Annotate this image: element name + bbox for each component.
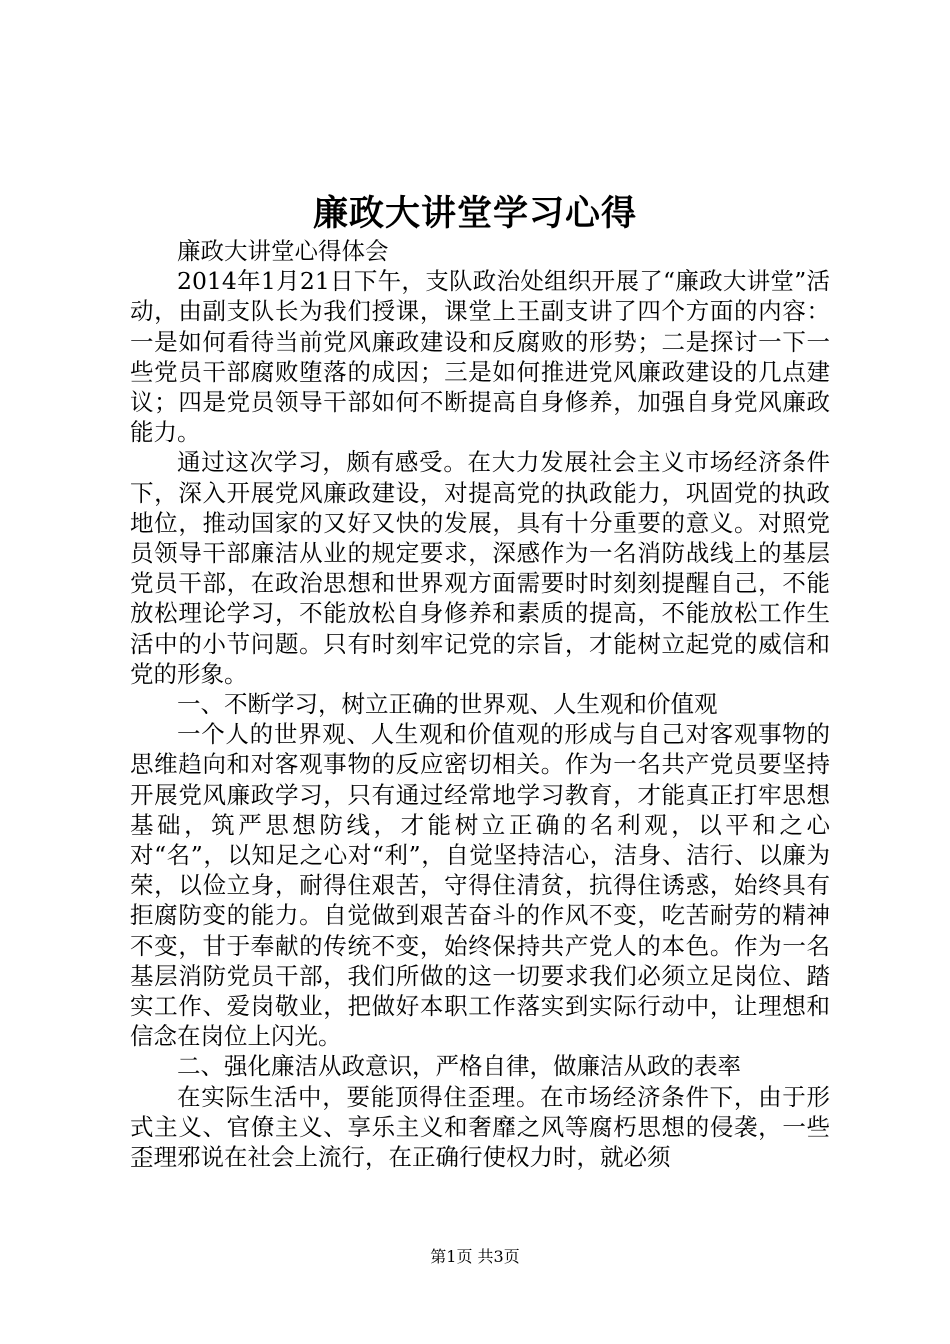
paragraph-section-1: 一个人的世界观、人生观和价值观的形成与自己对客观事物的思维趋向和对客观事物的反应密切相关。作为一名共产党员要坚持开展党风廉政学习，只有通过经常地学习教育，才能真正打牢思想基础，筑严思想防线，才能树立正确的名利观，以平和之心对“名”，以知足之心对“利”，自觉坚持洁心，洁身、洁行、以廉为荣，以俭立身，耐得住艰苦，守得住清贫，抗得住诱惑，始终具有拒腐防变的能力。自觉做到艰苦奋斗的作风不变，吃苦耐劳的精神不变，甘于奉献的传统不变，始终保持共产党人的本色。作为一名基层消防党员干部，我们所做的这一切要求我们必须立足岗位、踏实工作、爱岗敬业，把做好本职工作落实到实际行动中，让理想和信念在岗位上闪光。 [130,720,830,1051]
document-title: 廉政大讲堂学习心得 [312,193,637,234]
paragraph-subtitle: 廉政大讲堂心得体会 [177,237,389,265]
paragraph-intro: 2014年1月21日下午，支队政治处组织开展了“廉政大讲堂”活动，由副支队长为我们授课，课堂上王副支讲了四个方面的内容：一是如何看待当前党风廉政建设和反腐败的形势；二是探讨一下一些党员干部腐败堕落的成因；三是如何推进党风廉政建设的几点建议；四是党员领导干部如何不断提高自身修养，加强自身党风廉政能力。 [130,267,830,447]
document-body [130,236,830,1172]
page-number-footer: 第1页 共3页 [430,1247,520,1266]
section-heading-2: 二、强化廉洁从政意识，严格自律，做廉洁从政的表率 [177,1052,741,1081]
paragraph-reflection: 通过这次学习，颇有感受。在大力发展社会主义市场经济条件下，深入开展党风廉政建设，对提高党的执政能力，巩固党的执政地位，推动国家的又好又快的发展，具有十分重要的意义。对照党员领导干部廉洁从业的规定要求，深感作为一名消防战线上的基层党员干部，在政治思想和世界观方面需要时时刻刻提醒自己，不能放松理论学习，不能放松自身修养和素质的提高，不能放松工作生活中的小节问题。只有时刻牢记党的宗旨，才能树立起党的威信和党的形象。 [130,448,830,688]
section-heading-1: 一、不断学习，树立正确的世界观、人生观和价值观 [177,690,718,719]
paragraph-section-2: 在实际生活中，要能顶得住歪理。在市场经济条件下，由于形式主义、官僚主义、享乐主义和奢靡之风等腐朽思想的侵袭，一些歪理邪说在社会上流行，在正确行使权力时，就必须 [130,1082,830,1172]
